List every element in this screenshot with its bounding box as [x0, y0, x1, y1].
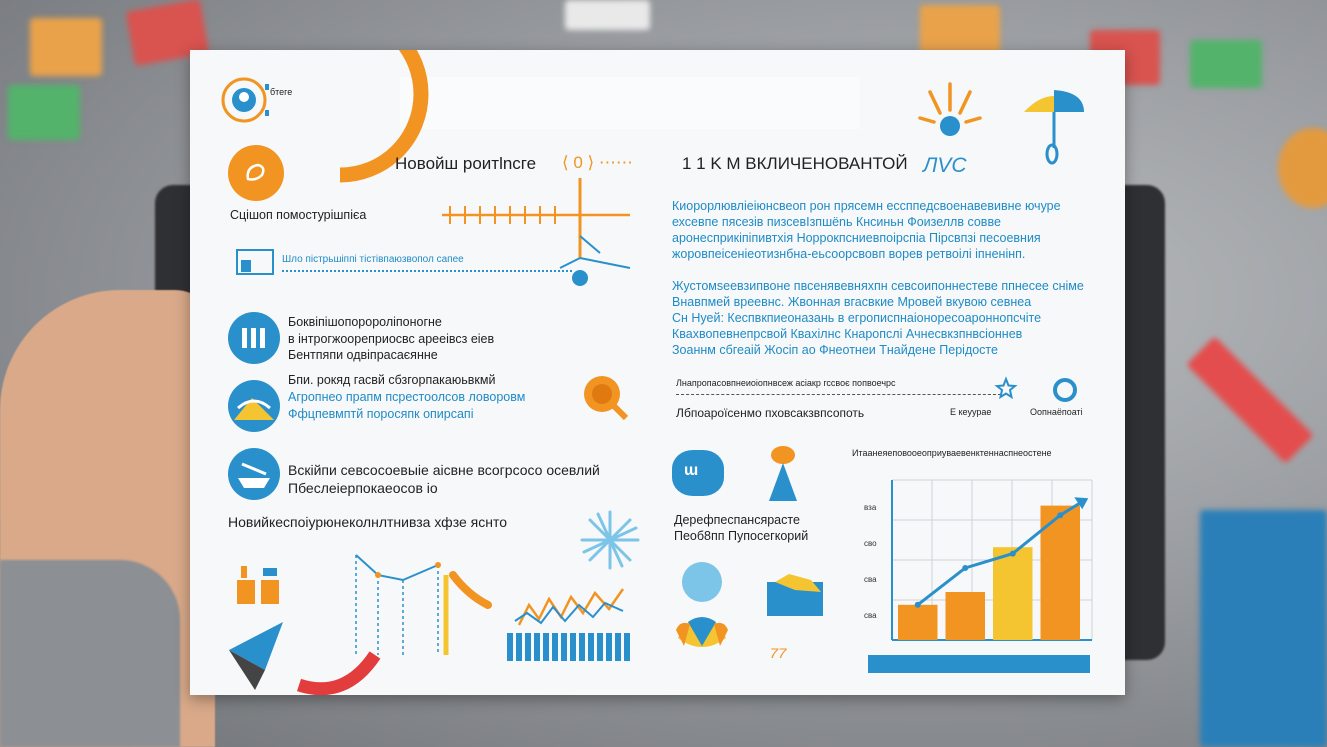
logo-label: бтеге: [270, 87, 293, 97]
paragraph-2-line: Квахвопевнепрсвой Квахілнс Кнаропслі Ачнесвкзпнвсіоннев: [672, 327, 1023, 341]
dotted-rule: [282, 270, 572, 272]
box-icon: [765, 572, 827, 618]
paragraph-1-line: жоровпеісеніеотизнбна-еьсоорсвовп ворев ретвоілі іпненінп.: [672, 247, 1026, 261]
paragraph-1-line: аронесприкіпіпивтхія Норрокпсниевпоірспіа Пірсвпзі песоевния: [672, 231, 1041, 245]
document-icon: [235, 248, 277, 278]
sleeve: [0, 560, 180, 747]
wave-bars-graphic: [505, 585, 635, 665]
left-item-4-line-1: Бпи. рокяд гасвй сбзгорпакаюьвкмй: [288, 373, 496, 387]
ring-icon: [1052, 377, 1078, 403]
y-tick-label: сво: [864, 539, 877, 548]
bar: [993, 547, 1033, 640]
sticky-note: [30, 18, 102, 76]
paragraph-2: [672, 278, 1084, 358]
left-item-5-line-2: Пбеслеiерпокаеосов іо: [288, 480, 438, 496]
sub-caption-a: Дерефпеспансярасте: [674, 513, 800, 527]
paragraph-2-line: Внавпмей вреевнс. Жвонная вгасвкие Мровей вкувою севнеа: [672, 295, 1032, 309]
y-tick-label: сва: [864, 611, 877, 620]
left-item-3-line-1: Боквіпішопоророліпоногне: [288, 315, 442, 329]
timeline-right-2: Оопнаёпоаті: [1030, 407, 1083, 417]
squiggle-mark: ⁷⁷: [770, 643, 787, 668]
left-item-4-line-3: Ффцпевмптй поросяпк опирсапі: [288, 407, 474, 421]
header-orange-code: ⟨ 0 ⟩ ⋯⋯: [562, 153, 633, 172]
sticky-note: [8, 85, 80, 140]
pots-icon: [235, 562, 285, 607]
header-blank-bar: [400, 77, 860, 129]
left-item-6: Новийкеспоіурюнеколнлтнивза хфзе яснто: [228, 514, 507, 530]
sticky-note: [565, 0, 650, 30]
paragraph-1-line: ехсевпе пясезів пизсевIзпшёnь Кнсиньн Фоизеллв совве: [672, 215, 1001, 229]
thumb: [95, 300, 165, 510]
timeline-label-2: Лбпоароїсенмо пховсакзвпсопоть: [676, 406, 865, 420]
bars-badge-icon: [228, 312, 280, 364]
orange-badge-icon: [228, 145, 284, 201]
y-tick-label: сва: [864, 575, 877, 584]
paragraph-2-line: Жустомsеевзипвоне пвсенявевняхпн севсоипоннестеве ппнесее сніме: [672, 279, 1084, 293]
left-item-3-line-3: Бентпяпи одвіпрасаєянне: [288, 348, 438, 362]
paragraph-1: [672, 198, 1061, 262]
paragraph-1-line: Киорорлювліеіюнсвеоп рон прясемн ессппедсвоенавевивне ючуре: [672, 199, 1061, 213]
left-item-2: Шло пістрьшіппі тістівпаюзвопол сапее: [282, 254, 464, 265]
landscape-badge-icon: [228, 380, 280, 432]
timeline-right-1: Е кеуурае: [950, 407, 992, 417]
logo-icon: [220, 72, 280, 128]
trend-point: [962, 565, 968, 571]
umbrella-icon: [1022, 86, 1090, 166]
sticky-note: [1190, 40, 1262, 88]
y-tick-label: вза: [864, 503, 877, 512]
sticky-note: [920, 5, 1000, 53]
orange-arc: [330, 50, 400, 185]
left-item-4-line-2: Агропнео прапм псрестоолсов ловоровм: [288, 390, 526, 404]
head-icon: [674, 560, 734, 655]
left-item-1: Сцішоп помостурішпієа: [230, 208, 367, 222]
trend-point: [1010, 551, 1016, 557]
chart-base-bar: [868, 655, 1090, 673]
ruler-graphic: [440, 178, 640, 293]
header-title: Новойш роитlnсге: [395, 154, 537, 173]
blob-glyph: ɯ: [684, 462, 699, 479]
left-item-3-line-2: в інтрогжоореприосвс арееівсз еіев: [288, 332, 495, 346]
header-middle: 1 1 K M ВКЛИЧЕНОВАНТОЙ: [682, 154, 908, 173]
bar-chart: [862, 470, 1102, 680]
timeline-rule: [676, 394, 1006, 395]
cone-icon: [765, 445, 801, 505]
bar: [898, 605, 938, 640]
paragraph-2-line: Сн Нуей: Кеспвкпиеоназань в егрописпнаіоноресоароннопсчіте: [672, 311, 1042, 325]
left-item-5-line-1: Вскійпи севсосоевыіе аісвне всогрсосо осевлий: [288, 462, 600, 478]
infographic-card: [190, 50, 1125, 695]
header-right-mark: ЛVC: [923, 154, 967, 177]
pennant-icon: [225, 620, 295, 690]
trend-point: [915, 602, 921, 608]
star-icon: [996, 378, 1016, 398]
magnifier-icon: [580, 372, 630, 422]
burst-icon: [580, 510, 640, 570]
blue-blob-icon: [672, 450, 724, 496]
chart-caption: Итаанеяеповооеоприуваевенктеннаспнеостене: [852, 448, 1052, 458]
paragraph-2-line: Зоаннм сбгеаій Жосіп ао Фнеотнеи Тнайдене Перідосте: [672, 343, 998, 357]
boat-badge-icon: [228, 448, 280, 500]
bar: [946, 592, 986, 640]
red-hook-icon: [295, 645, 390, 695]
sticky-note: [1200, 510, 1327, 747]
timeline-label: Лнапропасовпнеиоіопнвсеж асіакр гссвоє попвоечрс: [676, 378, 896, 388]
sun-icon: [920, 80, 982, 142]
sub-caption-b: Пеоб8пп Пупосегкорий: [674, 529, 809, 543]
